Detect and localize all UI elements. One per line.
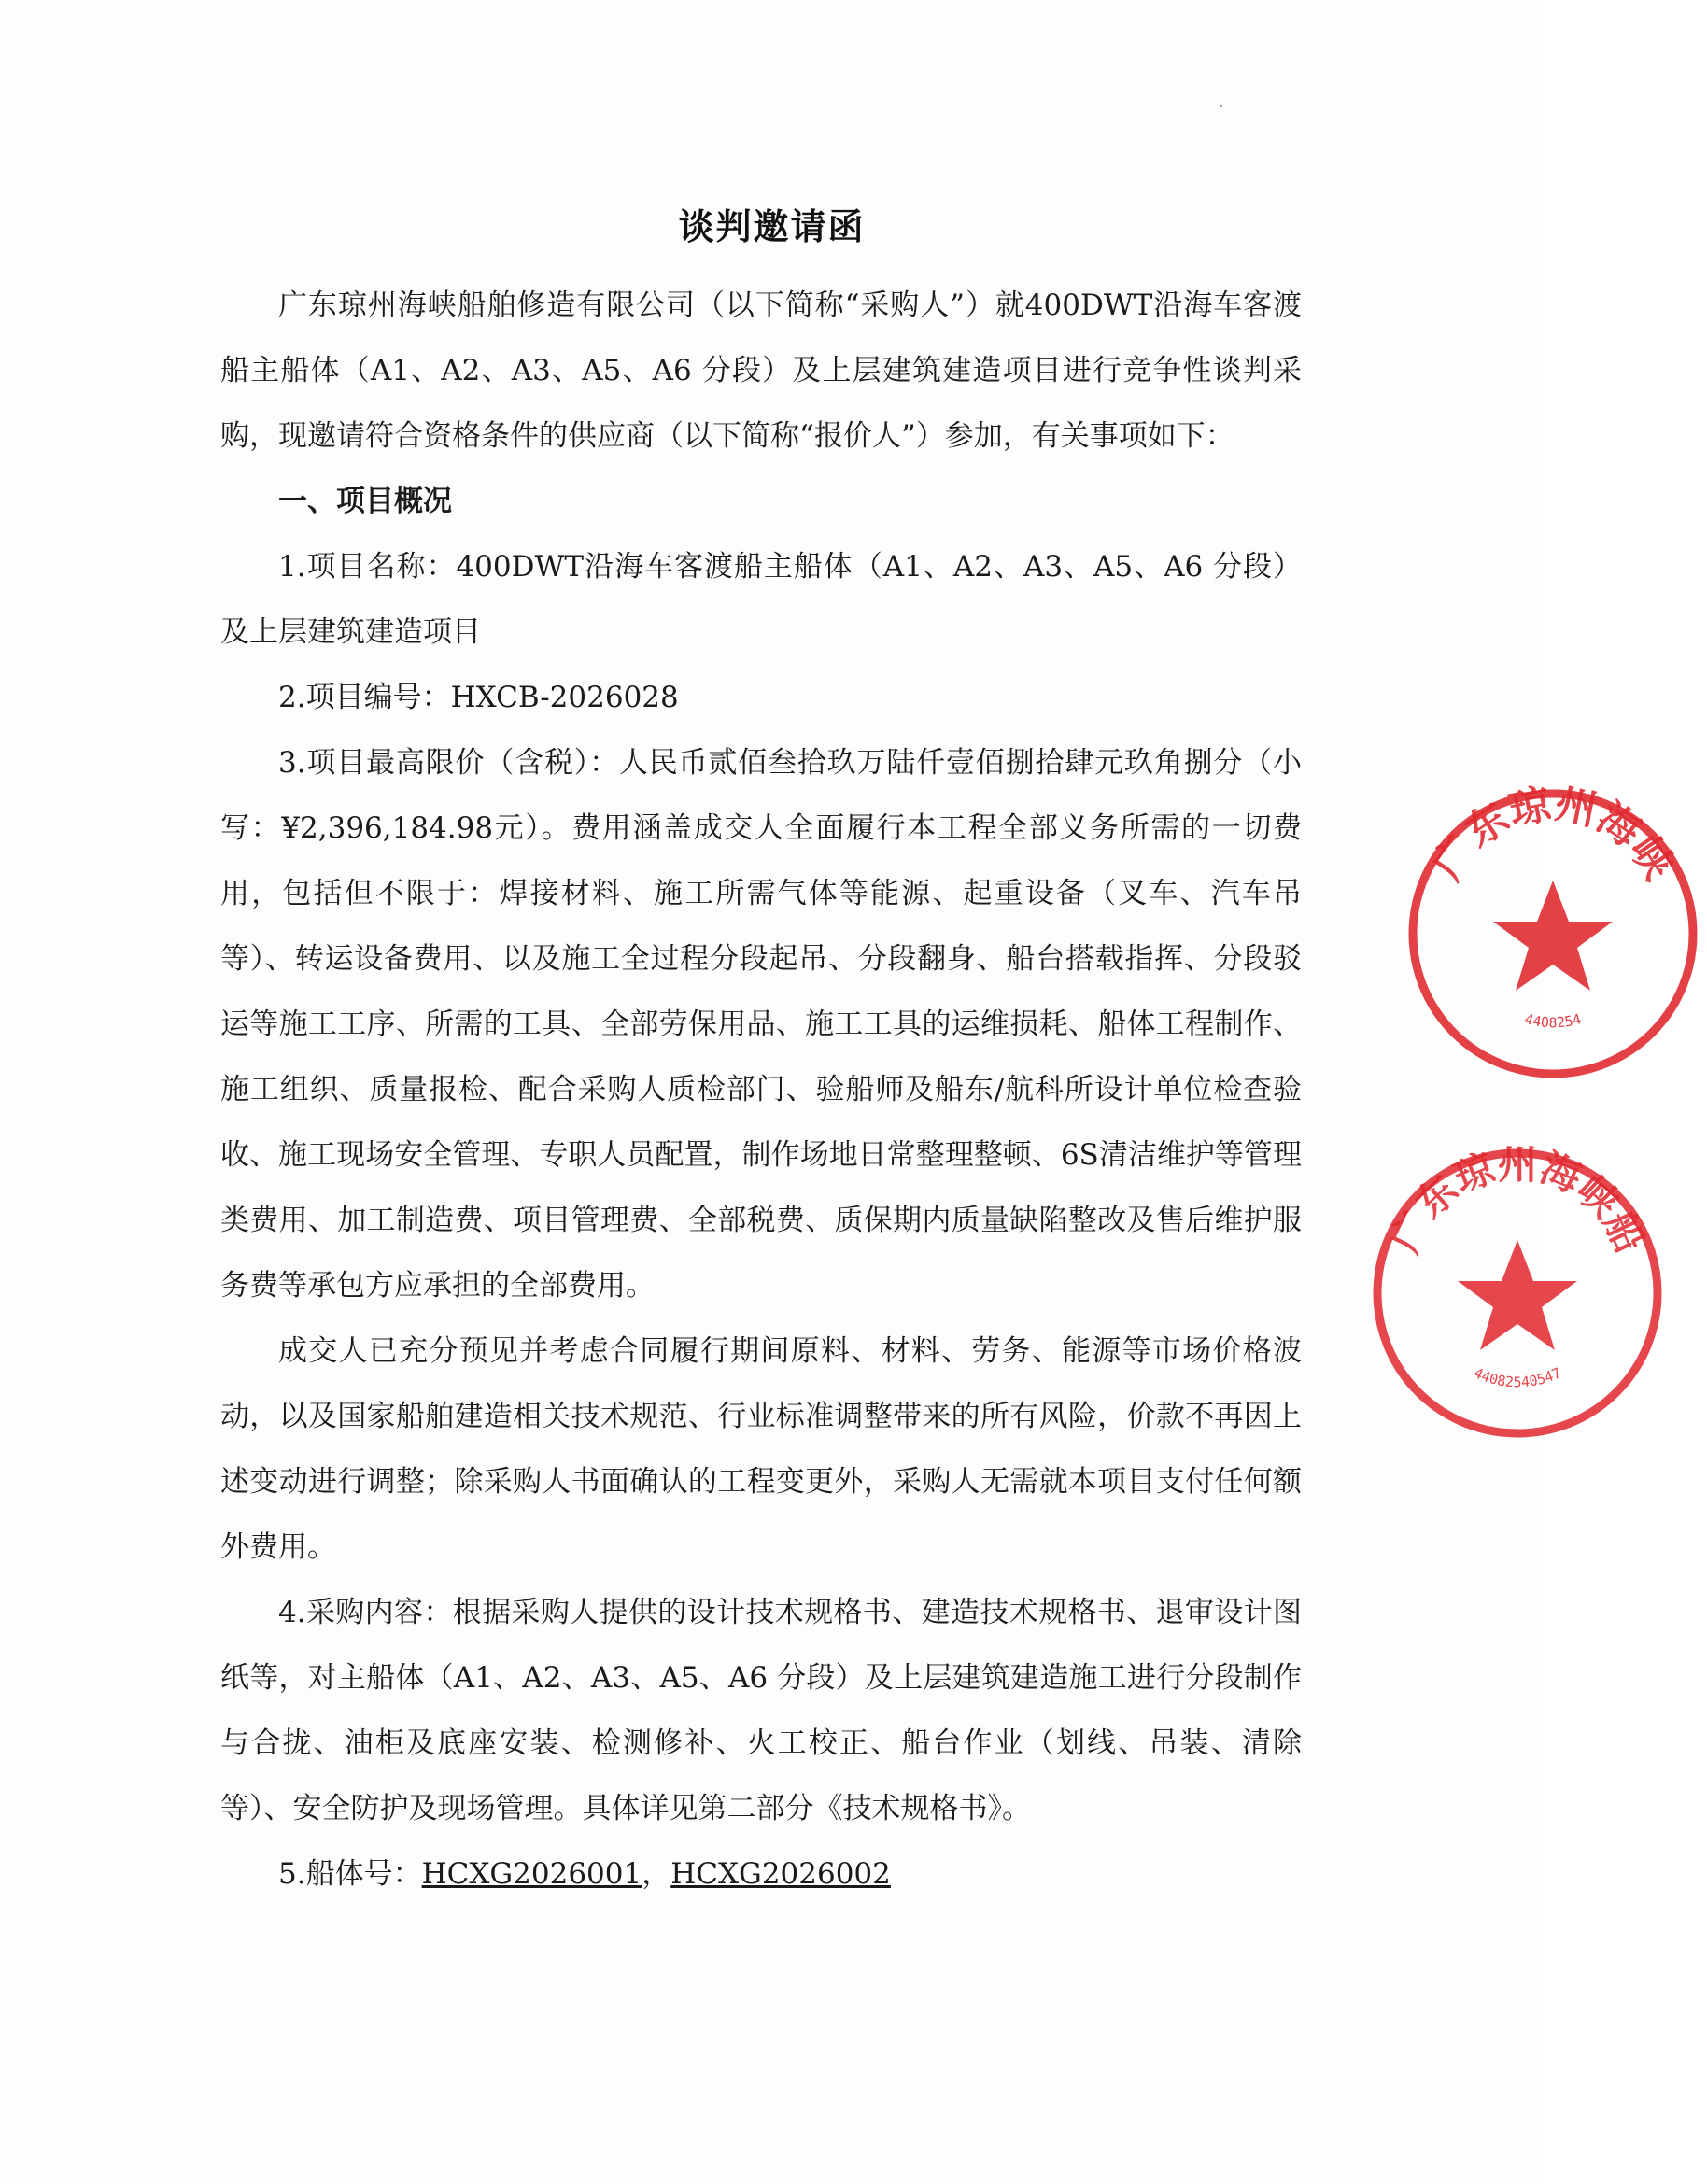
section-heading-project-overview: 一、项目概况 — [278, 485, 452, 518]
document-title: 谈判邀请函 — [678, 206, 866, 247]
intro-paragraph: 广东琼州海峡船舶修造有限公司（以下简称“采购人”）就400DWT沿海车客渡船主船体（A1、A2、A3、A5、A6 分段）及上层建筑建造项目进行竞争性谈判采购，现邀请符合资格条件的供应商（以下简称“报价人”）参加，有关事项如下： — [220, 289, 1302, 453]
item-project-number: 2.项目编号：HXCB-2026028 — [278, 681, 679, 714]
document-body — [220, 273, 1302, 1907]
company-seal-icon — [1363, 1139, 1672, 1447]
seal-2-text: 广东琼州海峡船 — [1381, 1141, 1654, 1261]
svg-text:4408254 — [1523, 1010, 1583, 1031]
item-project-name: 1.项目名称：400DWT沿海车客渡船主船体（A1、A2、A3、A5、A6 分段）及上层建筑建造项目 — [220, 550, 1302, 649]
hull-number-separator: ， — [642, 1857, 671, 1891]
seal-1-number: 4408254 — [1522, 1010, 1584, 1032]
item-hull-number — [220, 1841, 1302, 1907]
scan-speck — [1220, 105, 1222, 107]
item-price-risk: 成交人已充分预见并考虑合同履行期间原料、材料、劳务、能源等市场价格波动，以及国家船舶建造相关技术规范、行业标准调整带来的所有风险，价款不再因上述变动进行调整；除采购人书面确认的工程变更外，采购人无需就本项目支付任何额外费用。 — [220, 1334, 1302, 1564]
hull-number-1: HCXG2026001 — [421, 1857, 642, 1891]
company-seal-icon — [1399, 780, 1707, 1088]
hull-number-label: 5.船体号： — [278, 1857, 422, 1891]
seal-1-text: 广东琼州海峡 — [1423, 780, 1683, 889]
seal-2-number: 44082540547 — [1471, 1364, 1564, 1391]
hull-number-2: HCXG2026002 — [670, 1857, 891, 1891]
item-max-price: 3.项目最高限价（含税）：人民币贰佰叁拾玖万陆仟壹佰捌拾肆元玖角捌分（小写：¥2,396,184.98元）。费用涵盖成交人全面履行本工程全部义务所需的一切费用，包括但不限于：焊接材料、施工所需气体等能源、起重设备（叉车、汽车吊等）、转运设备费用、以及施工全过程分段起吊、分段翻身、船台搭载指挥、分段驳运等施工工序、所需的工具、全部劳保用品、施工工具的运维损耗、船体工程制作、施工组织、质量报检、配合采购人质检部门、验船师及船东/航科所设计单位检查验收、施工现场安全管理、专职人员配置，制作场地日常整理整顿、6S清洁维护等管理类费用、加工制造费、项目管理费、全部税费、质保期内质量缺陷整改及售后维护服务费等承包方应承担的全部费用。 — [220, 746, 1302, 1303]
svg-text:44082540547 — [1471, 1364, 1563, 1390]
item-procurement-content: 4.采购内容：根据采购人提供的设计技术规格书、建造技术规格书、退审设计图纸等，对主船体（A1、A2、A3、A5、A6 分段）及上层建筑建造施工进行分段制作与合拢、油柜及底座安装、检测修补、火工校正、船台作业（划线、吊装、清除等）、安全防护及现场管理。具体详见第二部分《技术规格书》。 — [220, 1596, 1302, 1825]
